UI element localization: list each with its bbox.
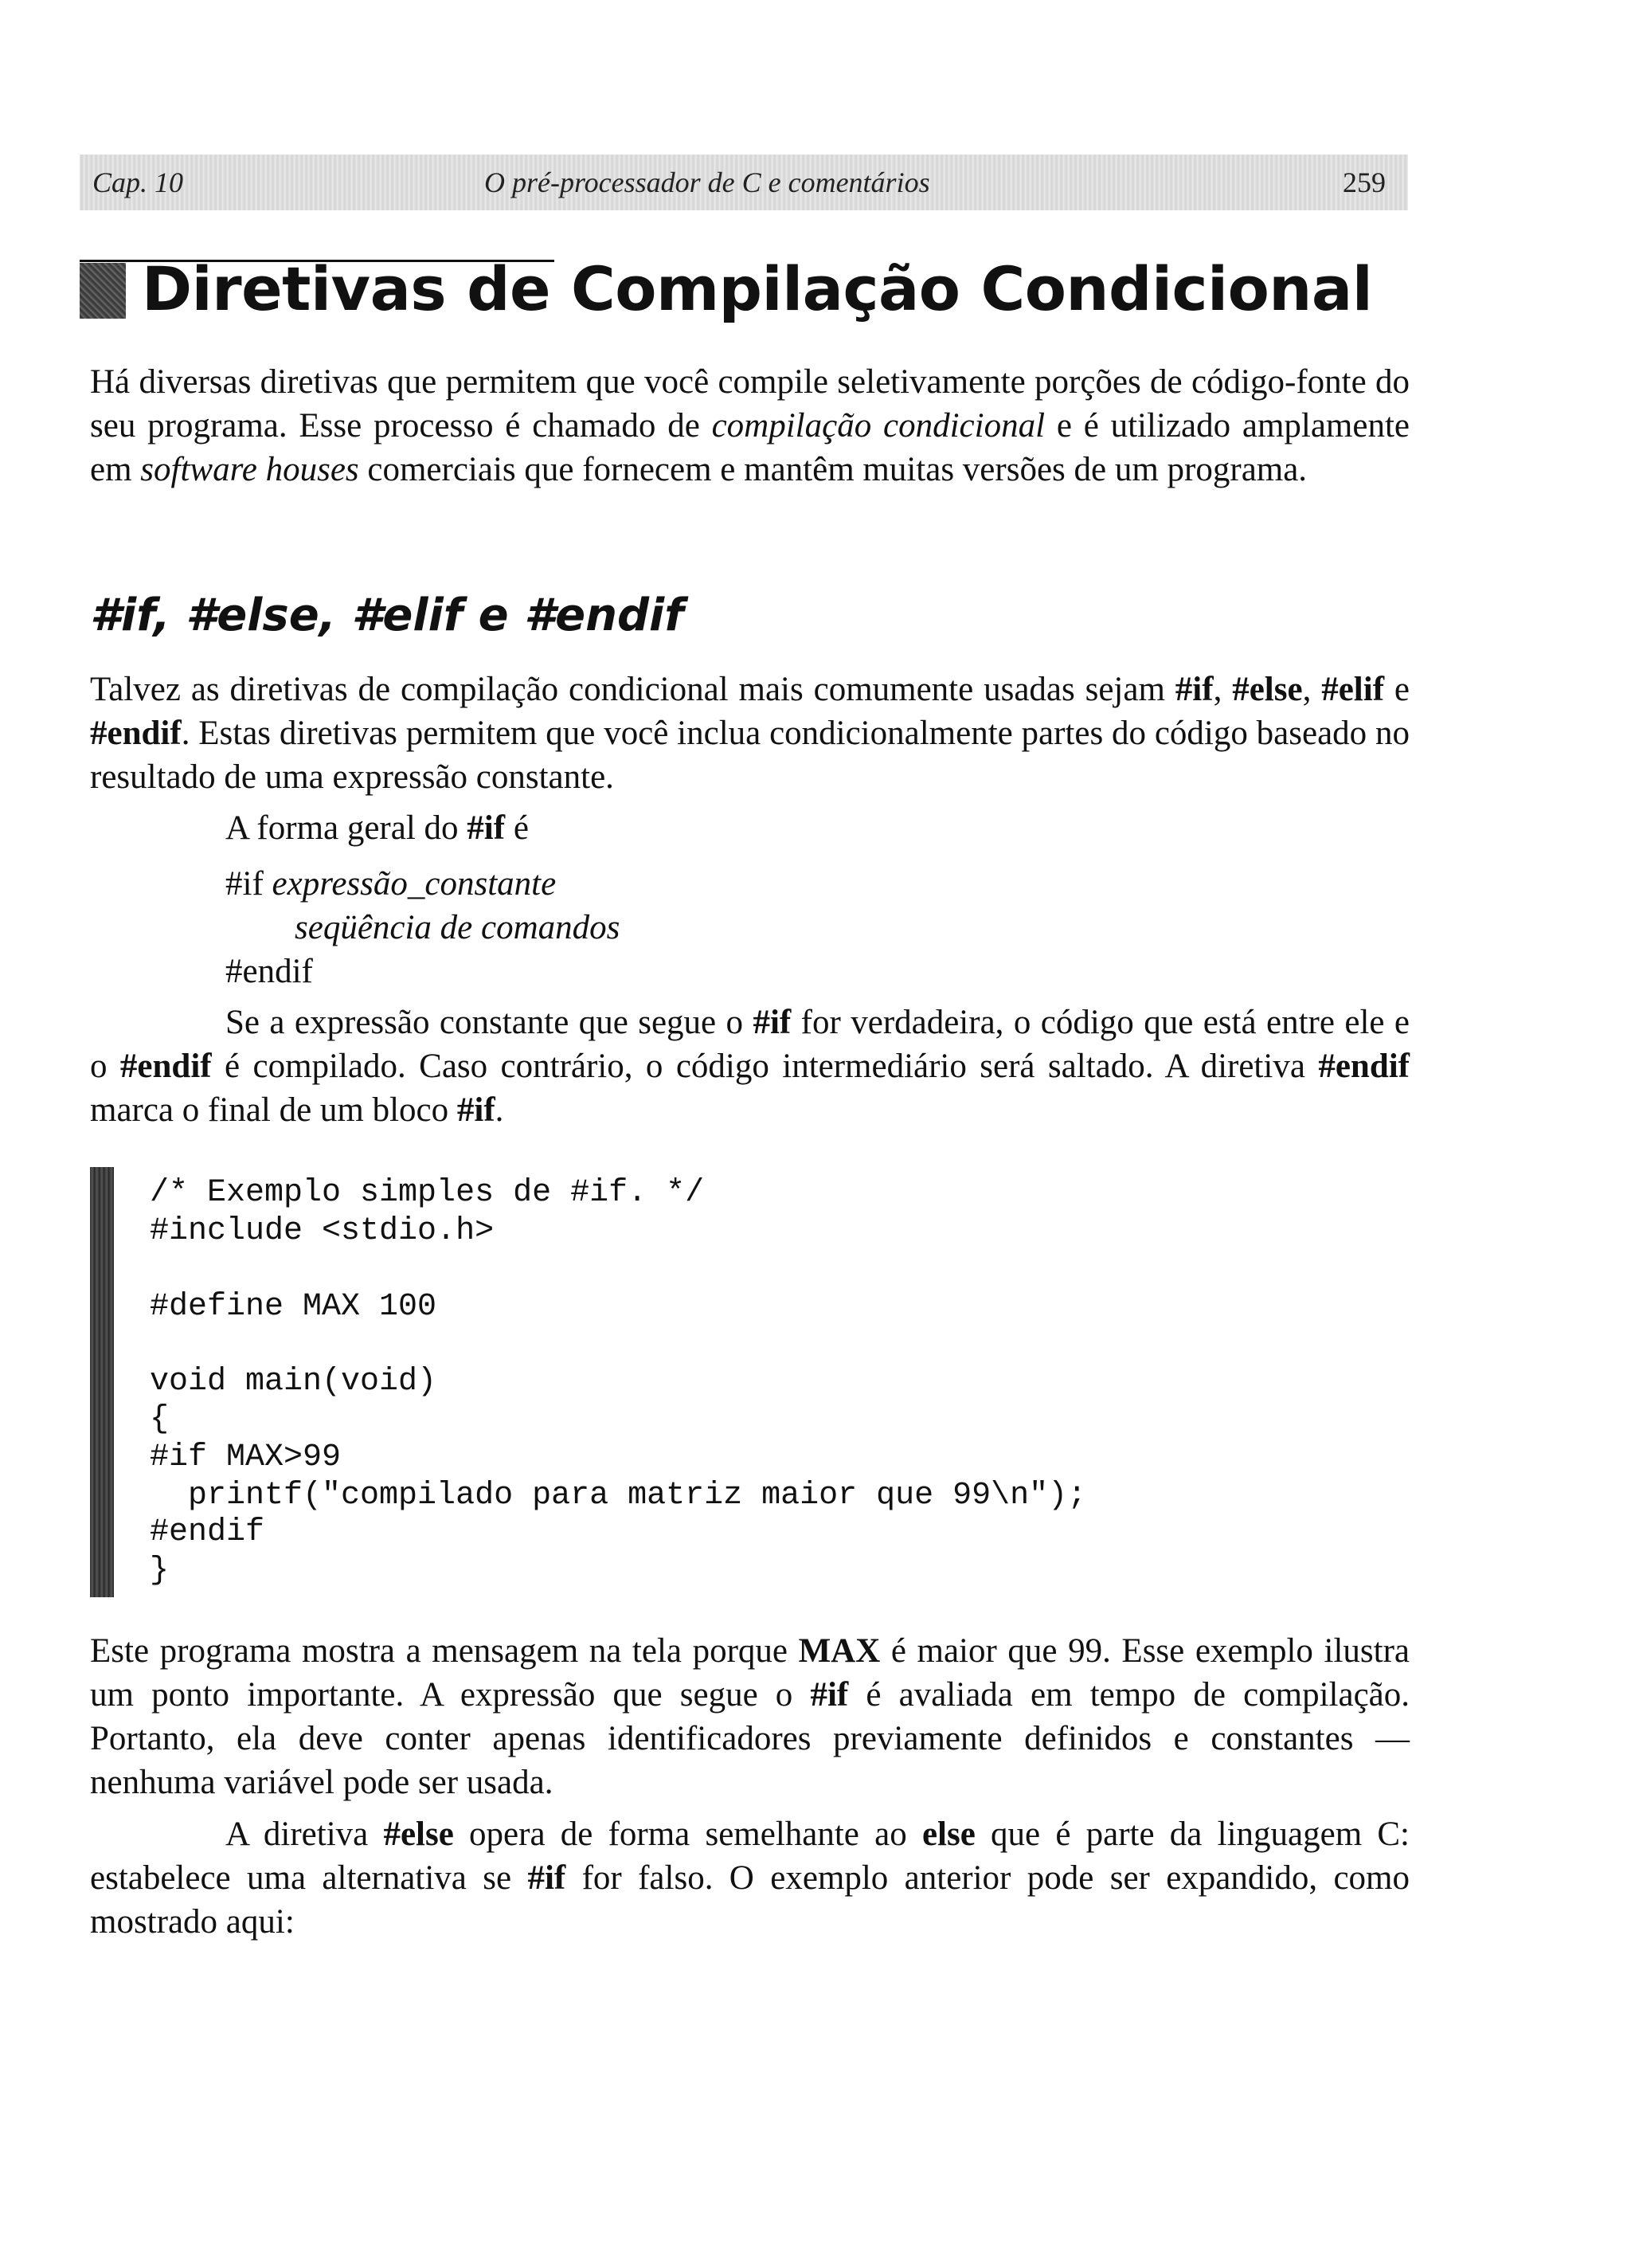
code-line: void main(void): [150, 1364, 437, 1400]
paragraph-directives: Talvez as diretivas de compilação condicional mais comumente usadas sejam #if, #else, #elif e #endif. Estas diretivas permitem que você inclua condicionalmente partes do código baseado no resultado de uma expressão constante.: [90, 671, 1410, 796]
syntax-line-if: #if expressão_constante: [225, 865, 557, 903]
code-line: printf("compilado para matriz maior que 99\n");: [150, 1478, 1087, 1514]
paragraph-example-explanation: Este programa mostra a mensagem na tela porque MAX é maior que 99. Esse exemplo ilustra um ponto importante. A expressão que segue o #if é avaliada em tempo de compilação. Portanto, ela deve conter apenas identificadores previamente definidos e constantes — nenhuma variável pode ser usada.: [90, 1632, 1410, 1801]
header-page-number: 259: [1343, 166, 1386, 198]
code-line: #if MAX>99: [150, 1440, 342, 1475]
code-line: #define MAX 100: [150, 1289, 437, 1325]
paragraph-else: A diretiva #else opera de forma semelhante ao else que é parte da linguagem C: estabelece uma alternativa se #if for falso. O exemplo anterior pode ser expandido, como mostrado aqui:: [90, 1816, 1410, 1941]
code-line: #include <stdio.h>: [150, 1213, 495, 1249]
code-line: #endif: [150, 1514, 265, 1550]
code-margin-bar: [90, 1167, 114, 1597]
syntax-line-body: seqüência de comandos: [295, 909, 620, 946]
code-line: }: [150, 1553, 170, 1588]
paragraph-if-explanation: Se a expressão constante que segue o #if for verdadeira, o código que está entre ele e o #endif é compilado. Caso contrário, o código intermediário será saltado. A diretiva #endif marca o final de um bloco #if.: [90, 1004, 1410, 1129]
syntax-line-endif: #endif: [225, 953, 313, 990]
section-marker-icon: [80, 263, 126, 319]
running-header: [80, 155, 1408, 210]
header-chapter: Cap. 10: [92, 166, 184, 198]
subsection-title: #if, #else, #elif e #endif: [90, 590, 684, 641]
paragraph-general-form: A forma geral do #if é: [225, 809, 529, 847]
code-line: /* Exemplo simples de #if. */: [150, 1175, 705, 1211]
code-line: {: [150, 1401, 170, 1437]
section-title: Diretivas de Compilação Condicional: [142, 253, 1373, 324]
header-title: O pré-processador de C e comentários: [484, 166, 930, 198]
paragraph-intro: Há diversas diretivas que permitem que você compile seletivamente porções de código-fonte do seu programa. Esse processo é chamado de compilação condicional e é utilizado amplamente em software houses comerciais que fornecem e mantêm muitas versões de um programa.: [90, 363, 1410, 488]
